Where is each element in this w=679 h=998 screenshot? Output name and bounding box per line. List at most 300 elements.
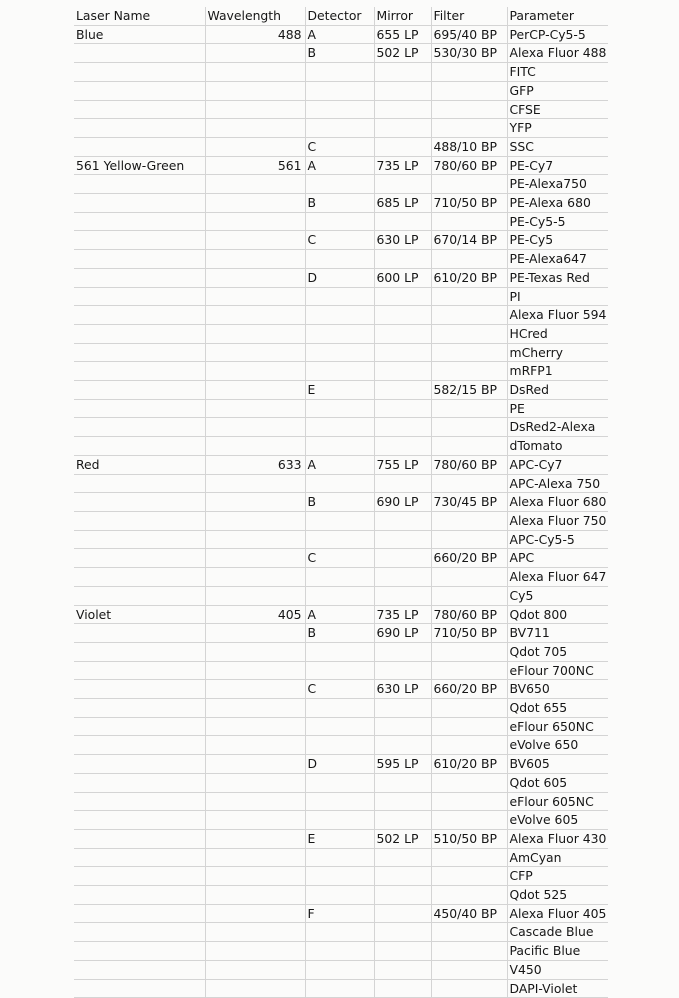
filter-cell <box>431 343 507 362</box>
table-row <box>74 493 608 512</box>
laser-name-cell <box>74 549 205 568</box>
mirror-cell <box>374 137 431 156</box>
laser-name-cell <box>74 773 205 792</box>
wavelength-cell <box>205 399 305 418</box>
parameter-cell: Alexa Fluor 647 <box>507 568 608 587</box>
table-row <box>74 44 608 63</box>
parameter-cell: Qdot 655 <box>507 699 608 718</box>
filter-cell <box>431 511 507 530</box>
parameter-cell: PE-Alexa 680 <box>507 194 608 213</box>
filter-cell <box>431 474 507 493</box>
mirror-cell <box>374 343 431 362</box>
table-row <box>74 792 608 811</box>
table-row <box>74 886 608 905</box>
mirror-cell <box>374 81 431 100</box>
laser-name-cell <box>74 960 205 979</box>
mirror-cell <box>374 699 431 718</box>
table-row <box>74 231 608 250</box>
detector-cell <box>305 979 374 998</box>
mirror-cell <box>374 942 431 961</box>
detector-cell <box>305 661 374 680</box>
detector-cell <box>305 119 374 138</box>
laser-filter-table <box>74 7 608 998</box>
laser-name-cell: Red <box>74 455 205 474</box>
detector-cell: F <box>305 904 374 923</box>
laser-name-cell <box>74 624 205 643</box>
mirror-cell: 630 LP <box>374 680 431 699</box>
mirror-cell <box>374 100 431 119</box>
laser-name-cell <box>74 493 205 512</box>
detector-cell <box>305 474 374 493</box>
parameter-cell: PerCP-Cy5-5 <box>507 25 608 44</box>
filter-cell <box>431 717 507 736</box>
parameter-cell: APC-Alexa 750 <box>507 474 608 493</box>
parameter-cell: YFP <box>507 119 608 138</box>
mirror-cell <box>374 63 431 82</box>
laser-name-cell <box>74 81 205 100</box>
filter-cell: 660/20 BP <box>431 680 507 699</box>
detector-cell <box>305 324 374 343</box>
wavelength-cell <box>205 755 305 774</box>
mirror-cell <box>374 212 431 231</box>
table-row <box>74 455 608 474</box>
laser-name-cell <box>74 923 205 942</box>
detector-cell: B <box>305 194 374 213</box>
table-row <box>74 194 608 213</box>
detector-cell <box>305 923 374 942</box>
parameter-cell: mRFP1 <box>507 362 608 381</box>
wavelength-cell <box>205 811 305 830</box>
wavelength-cell <box>205 624 305 643</box>
header-detector: Detector <box>305 7 374 25</box>
mirror-cell: 600 LP <box>374 268 431 287</box>
table-row <box>74 343 608 362</box>
mirror-cell: 502 LP <box>374 829 431 848</box>
detector-cell <box>305 418 374 437</box>
filter-cell <box>431 399 507 418</box>
detector-cell <box>305 886 374 905</box>
wavelength-cell <box>205 979 305 998</box>
detector-cell: A <box>305 25 374 44</box>
laser-name-cell <box>74 231 205 250</box>
table-row <box>74 530 608 549</box>
mirror-cell <box>374 960 431 979</box>
filter-cell <box>431 586 507 605</box>
mirror-cell <box>374 904 431 923</box>
parameter-cell: Qdot 605 <box>507 773 608 792</box>
wavelength-cell <box>205 942 305 961</box>
filter-cell <box>431 306 507 325</box>
filter-cell: 730/45 BP <box>431 493 507 512</box>
filter-cell <box>431 867 507 886</box>
detector-cell <box>305 942 374 961</box>
laser-name-cell <box>74 942 205 961</box>
filter-cell <box>431 324 507 343</box>
wavelength-cell: 405 <box>205 605 305 624</box>
wavelength-cell <box>205 324 305 343</box>
wavelength-cell <box>205 586 305 605</box>
laser-name-cell <box>74 381 205 400</box>
laser-name-cell <box>74 137 205 156</box>
detector-cell: C <box>305 137 374 156</box>
filter-cell: 780/60 BP <box>431 156 507 175</box>
filter-cell <box>431 100 507 119</box>
parameter-cell: eVolve 650 <box>507 736 608 755</box>
mirror-cell: 655 LP <box>374 25 431 44</box>
table-row <box>74 25 608 44</box>
detector-cell <box>305 530 374 549</box>
wavelength-cell <box>205 175 305 194</box>
filter-cell: 582/15 BP <box>431 381 507 400</box>
wavelength-cell <box>205 81 305 100</box>
table-row <box>74 829 608 848</box>
parameter-cell: PE-Cy7 <box>507 156 608 175</box>
filter-cell: 780/60 BP <box>431 605 507 624</box>
table-row <box>74 904 608 923</box>
detector-cell <box>305 63 374 82</box>
laser-name-cell <box>74 680 205 699</box>
filter-cell: 530/30 BP <box>431 44 507 63</box>
wavelength-cell <box>205 867 305 886</box>
detector-cell <box>305 960 374 979</box>
wavelength-cell <box>205 212 305 231</box>
table-row <box>74 287 608 306</box>
detector-cell <box>305 343 374 362</box>
parameter-cell: Alexa Fluor 750 <box>507 511 608 530</box>
laser-name-cell <box>74 362 205 381</box>
parameter-cell: BV711 <box>507 624 608 643</box>
laser-name-cell <box>74 474 205 493</box>
wavelength-cell <box>205 119 305 138</box>
table-row <box>74 381 608 400</box>
filter-cell <box>431 923 507 942</box>
parameter-cell: BV650 <box>507 680 608 699</box>
filter-cell <box>431 642 507 661</box>
mirror-cell <box>374 437 431 456</box>
table-row <box>74 306 608 325</box>
detector-cell <box>305 699 374 718</box>
wavelength-cell: 488 <box>205 25 305 44</box>
detector-cell <box>305 362 374 381</box>
parameter-cell: PE-Alexa647 <box>507 250 608 269</box>
laser-name-cell <box>74 511 205 530</box>
laser-name-cell <box>74 63 205 82</box>
laser-name-cell <box>74 194 205 213</box>
parameter-cell: Alexa Fluor 594 <box>507 306 608 325</box>
mirror-cell <box>374 474 431 493</box>
mirror-cell <box>374 381 431 400</box>
filter-cell <box>431 119 507 138</box>
mirror-cell <box>374 979 431 998</box>
mirror-cell <box>374 736 431 755</box>
detector-cell: D <box>305 268 374 287</box>
table-row <box>74 437 608 456</box>
wavelength-cell: 633 <box>205 455 305 474</box>
detector-cell: C <box>305 231 374 250</box>
filter-cell <box>431 886 507 905</box>
wavelength-cell <box>205 642 305 661</box>
laser-name-cell <box>74 736 205 755</box>
filter-cell: 670/14 BP <box>431 231 507 250</box>
header-row <box>74 7 608 25</box>
laser-name-cell <box>74 44 205 63</box>
wavelength-cell <box>205 530 305 549</box>
parameter-cell: PE-Texas Red <box>507 268 608 287</box>
parameter-cell: mCherry <box>507 343 608 362</box>
parameter-cell: CFP <box>507 867 608 886</box>
table-row <box>74 63 608 82</box>
table-row <box>74 586 608 605</box>
table-row <box>74 624 608 643</box>
table-row <box>74 960 608 979</box>
table-row <box>74 549 608 568</box>
laser-name-cell <box>74 324 205 343</box>
mirror-cell: 685 LP <box>374 194 431 213</box>
table-row <box>74 511 608 530</box>
laser-name-cell: Violet <box>74 605 205 624</box>
detector-cell <box>305 399 374 418</box>
mirror-cell <box>374 792 431 811</box>
laser-name-cell: 561 Yellow-Green <box>74 156 205 175</box>
filter-cell <box>431 792 507 811</box>
parameter-cell: PE-Alexa750 <box>507 175 608 194</box>
table-body <box>74 25 608 998</box>
filter-cell <box>431 418 507 437</box>
wavelength-cell <box>205 381 305 400</box>
wavelength-cell: 561 <box>205 156 305 175</box>
parameter-cell: GFP <box>507 81 608 100</box>
wavelength-cell <box>205 717 305 736</box>
laser-name-cell <box>74 530 205 549</box>
mirror-cell <box>374 362 431 381</box>
filter-cell: 610/20 BP <box>431 268 507 287</box>
detector-cell: C <box>305 680 374 699</box>
mirror-cell <box>374 418 431 437</box>
wavelength-cell <box>205 848 305 867</box>
mirror-cell: 690 LP <box>374 624 431 643</box>
wavelength-cell <box>205 231 305 250</box>
table-row <box>74 418 608 437</box>
filter-cell <box>431 568 507 587</box>
table-row <box>74 642 608 661</box>
detector-cell: E <box>305 829 374 848</box>
laser-name-cell <box>74 699 205 718</box>
mirror-cell <box>374 811 431 830</box>
parameter-cell: eVolve 605 <box>507 811 608 830</box>
filter-cell: 695/40 BP <box>431 25 507 44</box>
detector-cell <box>305 568 374 587</box>
parameter-cell: BV605 <box>507 755 608 774</box>
mirror-cell <box>374 586 431 605</box>
filter-cell <box>431 81 507 100</box>
parameter-cell: Alexa Fluor 405 <box>507 904 608 923</box>
mirror-cell <box>374 287 431 306</box>
table-row <box>74 81 608 100</box>
detector-cell <box>305 642 374 661</box>
filter-cell <box>431 773 507 792</box>
mirror-cell <box>374 773 431 792</box>
detector-cell <box>305 100 374 119</box>
table-row <box>74 717 608 736</box>
parameter-cell: eFlour 700NC <box>507 661 608 680</box>
mirror-cell <box>374 324 431 343</box>
parameter-cell: PE-Cy5-5 <box>507 212 608 231</box>
detector-cell <box>305 867 374 886</box>
wavelength-cell <box>205 137 305 156</box>
wavelength-cell <box>205 736 305 755</box>
detector-cell <box>305 250 374 269</box>
table-row <box>74 268 608 287</box>
filter-cell <box>431 63 507 82</box>
wavelength-cell <box>205 63 305 82</box>
parameter-cell: DsRed2-Alexa <box>507 418 608 437</box>
filter-cell <box>431 942 507 961</box>
detector-cell <box>305 736 374 755</box>
filter-cell: 780/60 BP <box>431 455 507 474</box>
parameter-cell: Alexa Fluor 488 <box>507 44 608 63</box>
laser-name-cell <box>74 755 205 774</box>
filter-cell <box>431 960 507 979</box>
detector-cell: D <box>305 755 374 774</box>
detector-cell: B <box>305 624 374 643</box>
table-row <box>74 362 608 381</box>
table-row <box>74 399 608 418</box>
wavelength-cell <box>205 493 305 512</box>
detector-cell <box>305 811 374 830</box>
parameter-cell: dTomato <box>507 437 608 456</box>
mirror-cell <box>374 511 431 530</box>
laser-name-cell: Blue <box>74 25 205 44</box>
laser-name-cell <box>74 119 205 138</box>
filter-cell <box>431 437 507 456</box>
filter-cell <box>431 250 507 269</box>
detector-cell <box>305 175 374 194</box>
parameter-cell: PI <box>507 287 608 306</box>
header-mirror: Mirror <box>374 7 431 25</box>
laser-name-cell <box>74 886 205 905</box>
wavelength-cell <box>205 792 305 811</box>
detector-cell <box>305 212 374 231</box>
laser-name-cell <box>74 287 205 306</box>
table-row <box>74 736 608 755</box>
filter-cell <box>431 530 507 549</box>
filter-cell <box>431 979 507 998</box>
table-row <box>74 156 608 175</box>
mirror-cell: 755 LP <box>374 455 431 474</box>
detector-cell <box>305 717 374 736</box>
wavelength-cell <box>205 343 305 362</box>
wavelength-cell <box>205 568 305 587</box>
wavelength-cell <box>205 680 305 699</box>
parameter-cell: eFlour 605NC <box>507 792 608 811</box>
laser-name-cell <box>74 661 205 680</box>
table-row <box>74 324 608 343</box>
wavelength-cell <box>205 661 305 680</box>
detector-cell: A <box>305 455 374 474</box>
wavelength-cell <box>205 306 305 325</box>
wavelength-cell <box>205 44 305 63</box>
parameter-cell: DAPI-Violet <box>507 979 608 998</box>
laser-name-cell <box>74 250 205 269</box>
parameter-cell: Cy5 <box>507 586 608 605</box>
parameter-cell: AmCyan <box>507 848 608 867</box>
table-row <box>74 699 608 718</box>
laser-name-cell <box>74 848 205 867</box>
mirror-cell <box>374 661 431 680</box>
mirror-cell: 595 LP <box>374 755 431 774</box>
laser-name-cell <box>74 979 205 998</box>
filter-cell: 488/10 BP <box>431 137 507 156</box>
filter-cell: 450/40 BP <box>431 904 507 923</box>
wavelength-cell <box>205 194 305 213</box>
parameter-cell: Alexa Fluor 430 <box>507 829 608 848</box>
wavelength-cell <box>205 100 305 119</box>
laser-name-cell <box>74 100 205 119</box>
wavelength-cell <box>205 904 305 923</box>
wavelength-cell <box>205 923 305 942</box>
filter-cell <box>431 287 507 306</box>
parameter-cell: FITC <box>507 63 608 82</box>
parameter-cell: APC-Cy7 <box>507 455 608 474</box>
filter-cell <box>431 736 507 755</box>
table-row <box>74 175 608 194</box>
laser-name-cell <box>74 175 205 194</box>
parameter-cell: CFSE <box>507 100 608 119</box>
laser-name-cell <box>74 829 205 848</box>
mirror-cell <box>374 306 431 325</box>
table-row <box>74 848 608 867</box>
parameter-cell: Cascade Blue <box>507 923 608 942</box>
header-laser-name: Laser Name <box>74 7 205 25</box>
laser-name-cell <box>74 867 205 886</box>
mirror-cell <box>374 530 431 549</box>
mirror-cell <box>374 867 431 886</box>
filter-cell <box>431 661 507 680</box>
filter-cell <box>431 212 507 231</box>
filter-cell: 610/20 BP <box>431 755 507 774</box>
detector-cell <box>305 81 374 100</box>
wavelength-cell <box>205 268 305 287</box>
detector-cell <box>305 306 374 325</box>
detector-cell: A <box>305 605 374 624</box>
header-filter: Filter <box>431 7 507 25</box>
header-wavelength: Wavelength <box>205 7 305 25</box>
detector-cell <box>305 437 374 456</box>
laser-name-cell <box>74 418 205 437</box>
table-row <box>74 661 608 680</box>
detector-cell: C <box>305 549 374 568</box>
table-row <box>74 979 608 998</box>
filter-cell <box>431 848 507 867</box>
wavelength-cell <box>205 773 305 792</box>
laser-name-cell <box>74 568 205 587</box>
wavelength-cell <box>205 437 305 456</box>
table-row <box>74 773 608 792</box>
mirror-cell <box>374 923 431 942</box>
filter-cell <box>431 362 507 381</box>
laser-name-cell <box>74 792 205 811</box>
table-row <box>74 474 608 493</box>
mirror-cell: 630 LP <box>374 231 431 250</box>
detector-cell: A <box>305 156 374 175</box>
filter-cell <box>431 175 507 194</box>
parameter-cell: eFlour 650NC <box>507 717 608 736</box>
laser-name-cell <box>74 642 205 661</box>
mirror-cell: 502 LP <box>374 44 431 63</box>
detector-cell <box>305 511 374 530</box>
detector-cell <box>305 586 374 605</box>
mirror-cell <box>374 886 431 905</box>
